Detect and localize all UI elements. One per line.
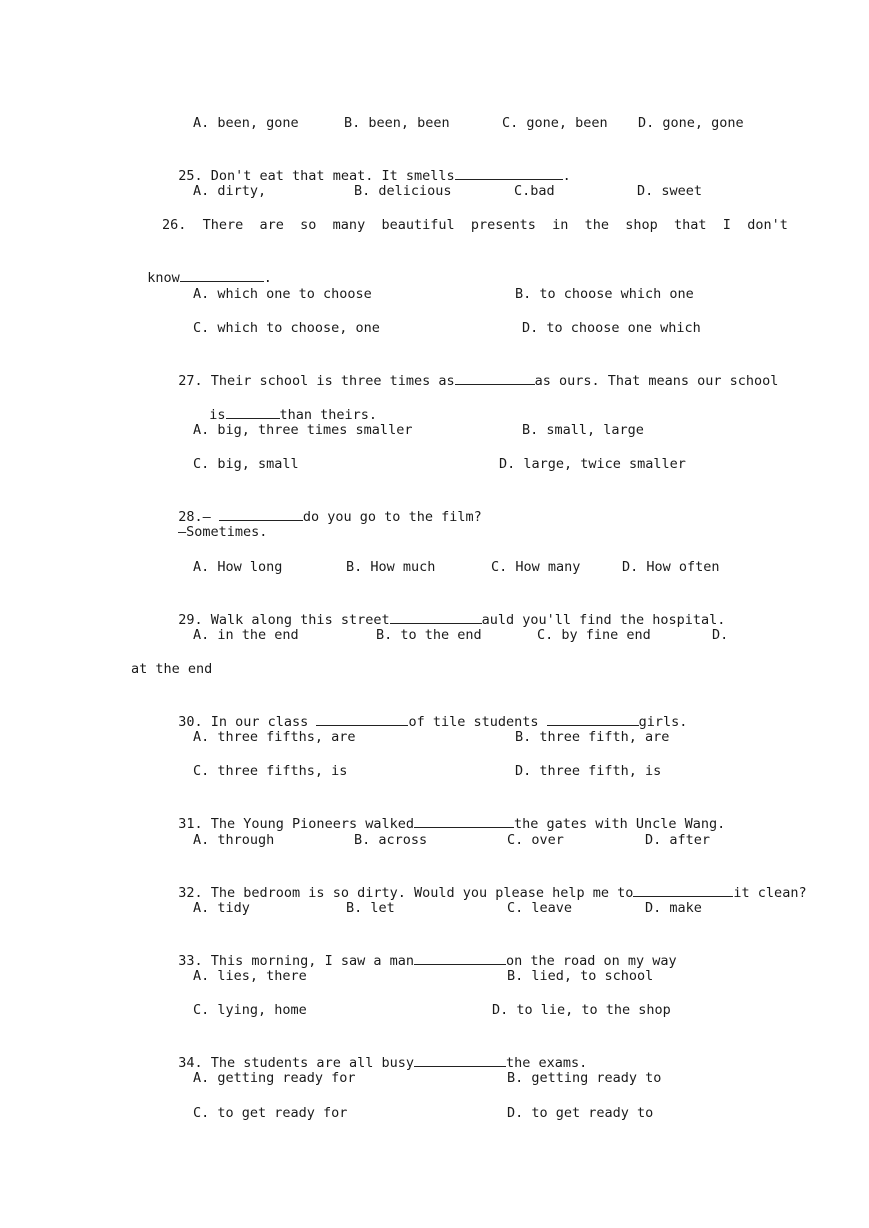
option-line-cont: at the end <box>131 661 213 677</box>
question-33 <box>162 933 677 970</box>
question-text: . <box>263 270 272 286</box>
question-text: 29. Walk along this street <box>178 612 390 628</box>
answer-blank <box>180 268 264 282</box>
answer-blank <box>226 405 280 419</box>
option-line: A. dirty, <box>193 183 267 199</box>
option-line: B. to the end <box>376 627 482 643</box>
option-line: B. getting ready to <box>507 1070 662 1086</box>
option-line: C. three fifths, is <box>193 763 348 779</box>
option-line: A. getting ready for <box>193 1070 356 1086</box>
option-line: A. which one to choose <box>193 286 372 302</box>
question-text: it clean? <box>733 885 807 901</box>
option-line: A. lies, there <box>193 968 307 984</box>
option-line: D. to get ready to <box>507 1105 654 1121</box>
option-line: C. lying, home <box>193 1002 307 1018</box>
question-28 <box>162 489 482 526</box>
question-text: auld you'll find the hospital. <box>481 612 726 628</box>
question-30 <box>162 694 687 731</box>
question-34 <box>162 1035 587 1072</box>
answer-blank <box>316 712 408 726</box>
option-line: C. leave <box>507 900 573 916</box>
question-27 <box>162 353 778 390</box>
option-line: B. three fifth, are <box>515 729 670 745</box>
option-line: B. been, been <box>344 115 450 131</box>
option-line: D. three fifth, is <box>515 763 662 779</box>
question-text: 31. The Young Pioneers walked <box>178 816 414 832</box>
answer-blank <box>455 166 563 180</box>
option-line: C. big, small <box>193 456 299 472</box>
option-line: D. after <box>645 832 711 848</box>
question-text: girls. <box>638 714 688 730</box>
question-text: on the road on my way <box>505 953 677 969</box>
question-text: 27. Their school is three times as <box>178 373 455 389</box>
option-line: A. through <box>193 832 275 848</box>
option-line: C.bad <box>514 183 555 199</box>
option-line: D. large, twice smaller <box>499 456 686 472</box>
option-line: B. How much <box>346 559 436 575</box>
answer-blank <box>414 951 506 965</box>
option-line: B. small, large <box>522 422 644 438</box>
option-line: B. lied, to school <box>507 968 654 984</box>
option-line: A. in the end <box>193 627 299 643</box>
answer-blank <box>455 371 535 385</box>
question-text: 28.— <box>178 509 219 525</box>
question-29 <box>162 592 725 629</box>
question-25 <box>162 148 571 185</box>
option-line: A. been, gone <box>193 115 299 131</box>
option-line: A. How long <box>193 559 283 575</box>
question-text: 30. In our class <box>178 714 317 730</box>
question-31 <box>162 796 725 833</box>
option-line: C. over <box>507 832 564 848</box>
option-line: D. to lie, to the shop <box>492 1002 671 1018</box>
question-text: 33. This morning, I saw a man <box>178 953 414 969</box>
question-text: of tile students <box>408 714 547 730</box>
question-text: 25. Don't eat that meat. It smells <box>178 168 455 184</box>
option-line: C. to get ready for <box>193 1105 348 1121</box>
question-text: the gates with Uncle Wang. <box>513 816 726 832</box>
question-text: 32. The bedroom is so dirty. Would you please help me to <box>178 885 634 901</box>
question-text: . <box>562 168 571 184</box>
option-line: D. to choose one which <box>522 320 701 336</box>
option-line: A. big, three times smaller <box>193 422 413 438</box>
answer-blank <box>219 507 303 521</box>
answer-blank <box>547 712 639 726</box>
option-line: C. which to choose, one <box>193 320 380 336</box>
option-line: C. How many <box>491 559 581 575</box>
question-26-cont <box>131 250 272 287</box>
option-line: B. to choose which one <box>515 286 694 302</box>
question-27-cont <box>193 387 377 424</box>
question-text: than theirs. <box>279 407 378 423</box>
question-28-reply: —Sometimes. <box>178 524 268 540</box>
question-32 <box>162 865 807 902</box>
answer-blank <box>414 1053 506 1067</box>
option-line: B. delicious <box>354 183 452 199</box>
option-line: D. gone, gone <box>638 115 744 131</box>
option-line: B. let <box>346 900 395 916</box>
option-line: D. How often <box>622 559 720 575</box>
option-line: D. <box>712 627 729 643</box>
option-line: D. make <box>645 900 702 916</box>
answer-blank <box>390 610 482 624</box>
option-line: A. three fifths, are <box>193 729 356 745</box>
question-text: is <box>209 407 226 423</box>
option-line: C. gone, been <box>502 115 608 131</box>
question-text: know <box>147 270 180 286</box>
answer-blank <box>633 883 733 897</box>
option-line: B. across <box>354 832 428 848</box>
question-26: 26. There are so many beautiful presents in the shop that I don't <box>162 217 788 233</box>
question-text: the exams. <box>505 1055 588 1071</box>
answer-blank <box>414 814 514 828</box>
option-line: D. sweet <box>637 183 703 199</box>
option-line: A. tidy <box>193 900 250 916</box>
option-line: C. by fine end <box>537 627 651 643</box>
question-text: as ours. That means our school <box>534 373 779 389</box>
question-text: 34. The students are all busy <box>178 1055 414 1071</box>
question-text: do you go to the film? <box>302 509 482 525</box>
